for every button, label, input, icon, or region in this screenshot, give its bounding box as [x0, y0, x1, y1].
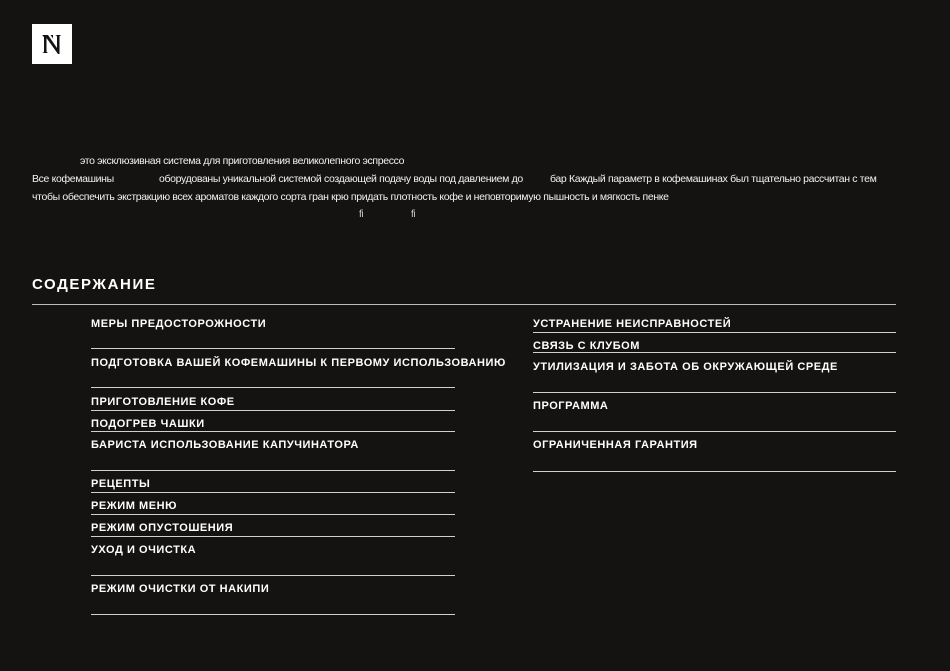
toc-entry-precautions[interactable]: МЕРЫ ПРЕДОСТОРОЖНОСТИ: [91, 318, 267, 330]
toc-separator: [91, 387, 455, 388]
toc-entry-first-use[interactable]: ПОДГОТОВКА ВАШЕЙ КОФЕМАШИНЫ К ПЕРВОМУ ИСПОЛЬЗОВАНИЮ: [91, 357, 506, 369]
toc-separator: [91, 492, 455, 493]
toc-entry-care-cleaning[interactable]: УХОД И ОЧИСТКА: [91, 544, 197, 556]
toc-separator: [91, 410, 455, 411]
toc-entry-warranty[interactable]: ОГРАНИЧЕННАЯ ГАРАНТИЯ: [533, 439, 698, 451]
toc-separator: [91, 614, 455, 615]
toc-entry-program[interactable]: ПРОГРАММА: [533, 400, 609, 412]
intro-ligature-1: fi: [359, 209, 364, 220]
toc-entry-barista[interactable]: БАРИСТА ИСПОЛЬЗОВАНИЕ КАПУЧИНАТОРА: [91, 439, 359, 451]
toc-separator: [91, 575, 455, 576]
toc-title-rule: [32, 304, 896, 305]
toc-entry-cup-heating[interactable]: ПОДОГРЕВ ЧАШКИ: [91, 418, 205, 430]
toc-separator: [91, 514, 455, 515]
intro-line-2a: Все кофемашины: [32, 173, 114, 185]
toc-entry-troubleshooting[interactable]: УСТРАНЕНИЕ НЕИСПРАВНОСТЕЙ: [533, 318, 732, 330]
nespresso-logo: [32, 24, 72, 64]
toc-entry-club-contact[interactable]: СВЯЗЬ С КЛУБОМ: [533, 340, 640, 352]
intro-line-2b: оборудованы уникальной системой создающей подачу воды под давлением до: [159, 173, 523, 185]
toc-separator: [533, 352, 896, 353]
toc-separator: [533, 431, 896, 432]
toc-title: СОДЕРЖАНИЕ: [32, 276, 157, 293]
toc-separator: [91, 470, 455, 471]
toc-entry-emptying-mode[interactable]: РЕЖИМ ОПУСТОШЕНИЯ: [91, 522, 234, 534]
toc-entry-coffee[interactable]: ПРИГОТОВЛЕНИЕ КОФЕ: [91, 396, 235, 408]
toc-entry-disposal[interactable]: УТИЛИЗАЦИЯ И ЗАБОТА ОБ ОКРУЖАЮЩЕЙ СРЕДЕ: [533, 361, 838, 373]
toc-entry-recipes[interactable]: РЕЦЕПТЫ: [91, 478, 151, 490]
toc-separator: [91, 536, 455, 537]
toc-separator: [533, 471, 896, 472]
toc-separator: [91, 348, 455, 349]
toc-separator: [533, 332, 896, 333]
toc-separator: [91, 431, 455, 432]
toc-entry-descaling[interactable]: РЕЖИМ ОЧИСТКИ ОТ НАКИПИ: [91, 583, 270, 595]
intro-ligature-2: fi: [411, 209, 416, 220]
nespresso-n-icon: [37, 29, 67, 59]
intro-line-1: это эксклюзивная система для приготовления великолепного эспрессо: [80, 155, 405, 167]
toc-entry-menu-mode[interactable]: РЕЖИМ МЕНЮ: [91, 500, 178, 512]
intro-line-2c: бар Каждый параметр в кофемашинах был тщательно рассчитан с тем: [550, 173, 877, 185]
toc-separator: [533, 392, 896, 393]
intro-line-3: чтобы обеспечить экстракцию всех ароматов каждого сорта гран крю придать плотность кофе и неповторимую пышность и мягкость пенке: [32, 191, 669, 203]
